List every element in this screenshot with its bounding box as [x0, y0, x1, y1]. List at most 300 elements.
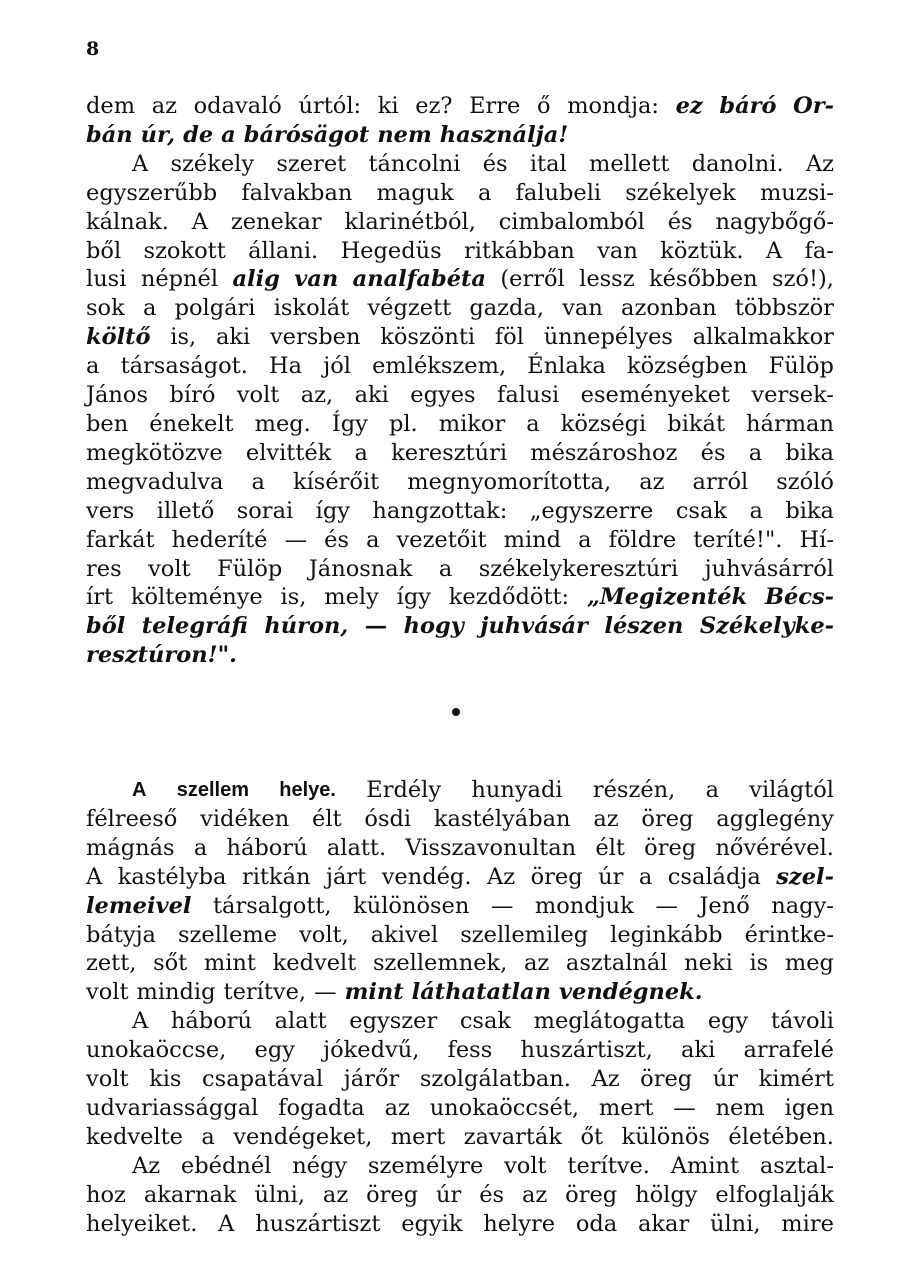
word: mint: [344, 979, 404, 1006]
word: volt: [148, 555, 191, 582]
word: hölgy: [635, 1181, 698, 1208]
word: személyre: [367, 1152, 484, 1179]
word: táncolni: [368, 150, 461, 177]
word: a: [251, 468, 265, 495]
word: Fülöp: [217, 555, 283, 582]
word: és: [667, 208, 693, 235]
text-line: [86, 352, 834, 381]
word: az: [322, 1181, 349, 1208]
word: alkalmakkor: [692, 324, 834, 351]
word: a: [142, 295, 157, 322]
word: hoz: [86, 1181, 126, 1208]
word: ő: [537, 93, 551, 119]
word: kastélyba: [117, 863, 227, 890]
word: falubeli: [515, 179, 602, 206]
word: a: [354, 439, 368, 466]
word: agglegény: [716, 805, 834, 832]
word: lessz: [579, 266, 635, 293]
word: Or-: [793, 93, 834, 119]
word: —: [655, 892, 678, 919]
word: egyik: [401, 1210, 463, 1237]
word: Visszavonultan: [405, 834, 577, 861]
word: a: [638, 863, 653, 890]
word: és: [324, 526, 349, 553]
word: használja!: [439, 121, 569, 148]
word: (erről: [500, 266, 565, 293]
word: Hí-: [799, 526, 834, 553]
word: A: [765, 237, 783, 264]
word: világtól: [749, 777, 834, 803]
word: úrtól:: [298, 93, 362, 119]
word: járőr: [343, 1066, 400, 1093]
word: mondja:: [567, 93, 659, 119]
word: szóló: [776, 468, 834, 495]
text-line: [86, 179, 834, 208]
word: szellemnek,: [372, 950, 508, 977]
text-line: [86, 1007, 834, 1036]
word: mágnás: [86, 834, 175, 861]
word: egyszer: [349, 1008, 438, 1035]
word: a: [749, 497, 763, 524]
word: falvakban: [241, 179, 353, 206]
word: Amint: [670, 1152, 740, 1179]
word: elfoglalják: [715, 1181, 834, 1208]
word: kimért: [758, 1066, 834, 1093]
word: háború: [226, 834, 308, 861]
word: úr,: [140, 121, 176, 148]
word: a: [578, 526, 592, 553]
word: egy: [254, 1037, 295, 1064]
word: és: [479, 1181, 505, 1208]
word: ebédnél: [180, 1152, 272, 1179]
word: illető: [156, 497, 215, 524]
word: mely: [324, 584, 379, 611]
text-line: [86, 265, 834, 294]
word: bíró: [169, 382, 216, 409]
text-line: [86, 641, 834, 670]
word: danolni.: [691, 150, 784, 177]
word: kezdődött:: [448, 584, 570, 611]
word: unokaöccse,: [86, 1037, 227, 1064]
word: akarnak: [143, 1181, 237, 1208]
word: teríté!".: [693, 526, 783, 553]
word: különösen: [353, 892, 470, 919]
word: igen: [784, 1094, 834, 1121]
word: telegráfi: [141, 613, 248, 640]
word: szeret: [276, 150, 347, 177]
word: fogadta: [278, 1094, 365, 1121]
word: részén,: [592, 777, 676, 803]
word: —: [314, 979, 337, 1006]
word: írt: [86, 584, 113, 611]
word: ülni,: [254, 1181, 306, 1208]
word: nagy-: [771, 892, 834, 919]
word: van: [294, 266, 339, 293]
word: félreeső: [86, 805, 178, 832]
word: jól: [323, 353, 351, 380]
word: kedvelte: [86, 1123, 183, 1150]
word: úr: [712, 1066, 739, 1093]
word: csak: [675, 497, 728, 524]
word: későbben: [648, 266, 758, 293]
text-line: [86, 208, 834, 237]
word: a: [193, 834, 208, 861]
word: meg: [784, 950, 834, 977]
word: mert: [390, 1123, 446, 1150]
word: alatt.: [326, 834, 387, 861]
text-line: [86, 1152, 834, 1181]
word: bátyja: [86, 921, 156, 948]
word: is,: [280, 584, 307, 611]
word: —: [364, 613, 388, 640]
word: fess: [447, 1037, 493, 1064]
word: „Megizenték: [586, 584, 748, 611]
word: akivel: [370, 921, 439, 948]
word: nem: [715, 1094, 765, 1121]
text-line: [86, 834, 834, 863]
word: járt: [325, 863, 367, 890]
word: úr: [436, 1181, 462, 1208]
word: társalgott,: [213, 892, 332, 919]
word: kísérőit: [292, 468, 380, 495]
word: ez: [675, 93, 703, 119]
word: hangzottak:: [372, 497, 508, 524]
word: húron,: [264, 613, 349, 640]
word: arról: [692, 468, 749, 495]
word: megkötözve: [86, 439, 223, 466]
word: így: [315, 497, 350, 524]
word: meg.: [254, 410, 311, 437]
word: versek-: [751, 382, 834, 409]
text-line: [86, 150, 834, 179]
word: A: [191, 208, 209, 235]
word: de: [183, 121, 214, 148]
text-line: [86, 439, 834, 468]
word: négy: [292, 1152, 348, 1179]
word: mikor: [438, 410, 506, 437]
word: őt: [580, 1123, 604, 1150]
text-line: [86, 526, 834, 555]
word: öreg: [366, 1181, 419, 1208]
text-line: [86, 497, 834, 526]
word: A: [132, 1008, 149, 1035]
word: asztal-: [759, 1152, 834, 1179]
word: élt: [312, 805, 342, 832]
text-line: [86, 468, 834, 497]
word: öreg: [641, 805, 694, 832]
word: az,: [300, 382, 334, 409]
word: Ha: [269, 353, 303, 380]
word: életében.: [728, 1123, 834, 1150]
word: keresztúri: [391, 439, 508, 466]
text-line: [86, 776, 834, 805]
word: Székelyke-: [699, 613, 834, 640]
word: farkát: [86, 526, 155, 553]
word: János: [86, 382, 149, 409]
word: az: [593, 805, 619, 832]
word: ez?: [415, 93, 453, 119]
word: res: [86, 555, 122, 582]
word: öreg: [565, 1181, 618, 1208]
text-line: [86, 583, 834, 612]
word: vidéken: [200, 805, 290, 832]
word: a: [526, 410, 540, 437]
word: mellett: [588, 150, 670, 177]
text-line: [86, 1123, 834, 1152]
word: egyszerűbb: [86, 179, 218, 206]
word: zett,: [86, 950, 137, 977]
word: érintke-: [744, 921, 834, 948]
word: mondjuk: [534, 892, 634, 919]
word: Fülöp: [768, 353, 834, 380]
word: az: [384, 1094, 410, 1121]
word: azonban: [621, 295, 717, 322]
paragraph-block-bottom: [86, 776, 834, 1239]
word: ből: [86, 613, 126, 640]
word: elvitték: [245, 439, 332, 466]
text-line: [86, 1181, 834, 1210]
word: Jenő: [699, 892, 750, 919]
word: szel-: [776, 863, 834, 890]
word: mint: [203, 950, 256, 977]
text-line: [86, 1065, 834, 1094]
word: asztalnál: [565, 950, 668, 977]
word: Erre: [469, 93, 521, 119]
word: öreg: [640, 1066, 693, 1093]
word: huszártiszt,: [520, 1037, 653, 1064]
word: versben: [269, 324, 361, 351]
word: községi: [560, 410, 647, 437]
word: csapatával: [202, 1066, 324, 1093]
word: volt: [86, 979, 129, 1006]
word: bán: [86, 121, 133, 148]
word: báró: [719, 93, 777, 119]
word: háború: [170, 1008, 252, 1035]
word: maguk: [376, 179, 454, 206]
word: az: [523, 950, 550, 977]
word: költeménye: [130, 584, 263, 611]
text-line: [86, 381, 834, 410]
word: ki: [377, 93, 399, 119]
word: csak: [459, 1008, 512, 1035]
text-line: [86, 978, 834, 1007]
word: ülni,: [709, 1210, 761, 1237]
word: ósdi: [364, 805, 412, 832]
word: van: [597, 237, 638, 264]
text-line: [86, 410, 834, 439]
word: bikát: [667, 410, 725, 437]
text-line: [86, 892, 834, 921]
word: és: [482, 150, 508, 177]
word: állani.: [248, 237, 319, 264]
text-line: [86, 921, 834, 950]
word: a: [366, 526, 380, 553]
word: udvariassággal: [86, 1094, 259, 1121]
word: leginkább: [610, 921, 723, 948]
word: zavarták: [463, 1123, 562, 1150]
text-line: [86, 805, 834, 834]
word: arrafelé: [743, 1037, 834, 1064]
word: mert: [598, 1094, 654, 1121]
word: vezetőit: [396, 526, 487, 553]
word: ritkábban: [464, 237, 575, 264]
word: —: [284, 526, 308, 553]
word: távoli: [770, 1008, 834, 1035]
word: A: [86, 863, 103, 890]
word: hogy: [403, 613, 464, 640]
word: úr: [598, 863, 624, 890]
word: jókedvű,: [323, 1037, 420, 1064]
word: bika: [785, 439, 834, 466]
word: is: [749, 950, 769, 977]
word: polgári: [174, 295, 256, 322]
word: kastélyában: [433, 805, 571, 832]
word: mészároshoz: [530, 439, 678, 466]
word: analfabéta: [352, 266, 486, 293]
word: földre: [608, 526, 677, 553]
word: szokott: [143, 237, 226, 264]
word: az: [521, 1181, 548, 1208]
word: kis: [149, 1066, 182, 1093]
word: iskolát: [273, 295, 350, 322]
word: székelykeresztúri: [478, 555, 679, 582]
word: Az: [591, 1066, 620, 1093]
word: szellemileg: [460, 921, 589, 948]
word: az: [639, 468, 665, 495]
word: aki: [215, 324, 251, 351]
word: a: [201, 1123, 215, 1150]
word: klarinétból,: [344, 208, 476, 235]
word: aki: [681, 1037, 716, 1064]
word: vendég.: [381, 863, 472, 890]
text-line: [86, 294, 834, 323]
text-line: [86, 121, 834, 150]
word: „egyszerre: [529, 497, 654, 524]
word: Az: [132, 1152, 161, 1179]
word: neki: [684, 950, 733, 977]
word: is,: [170, 324, 197, 351]
word: mind: [503, 526, 562, 553]
word: székely: [170, 150, 255, 177]
word: öreg: [644, 834, 697, 861]
text-line: [86, 1210, 834, 1239]
word: és: [700, 439, 726, 466]
word: a: [438, 555, 453, 582]
text-line: [86, 949, 834, 978]
word: énekelt: [149, 410, 234, 437]
word: —: [490, 892, 514, 919]
text-line: [86, 1036, 834, 1065]
word: megnyomorította,: [407, 468, 612, 495]
word: aki: [354, 382, 389, 409]
word: így: [396, 584, 431, 611]
paragraph-block-top: [86, 92, 834, 670]
text-line: [86, 612, 834, 641]
word: emlékszem,: [372, 353, 507, 380]
word: többször: [734, 295, 834, 322]
word: hederíté: [171, 526, 268, 553]
word: eseményeket: [580, 382, 730, 409]
word: juhvásár: [480, 613, 588, 640]
word: Énlaka: [527, 353, 606, 380]
word: Így: [331, 410, 368, 437]
word: nővérével.: [715, 834, 834, 861]
word: bárósägot: [243, 121, 370, 148]
word: szelleme: [177, 921, 278, 948]
word: mire: [781, 1210, 834, 1237]
word: családja: [667, 863, 761, 890]
word: kedvelt: [272, 950, 357, 977]
word: ünnepélyes: [543, 324, 673, 351]
word: öreg: [530, 863, 583, 890]
word: sorai: [236, 497, 294, 524]
word: sok: [86, 295, 125, 322]
word: megvadulva: [86, 468, 224, 495]
word: huszártiszt: [255, 1210, 381, 1237]
word: a: [221, 121, 236, 148]
word: pl.: [388, 410, 418, 437]
word: ritkán: [241, 863, 311, 890]
word: alatt: [274, 1008, 327, 1035]
word: Erdély: [366, 777, 442, 803]
word: terítve,: [223, 979, 307, 1006]
word: vers: [86, 497, 135, 524]
word: volt: [504, 1152, 547, 1179]
word: nem: [377, 121, 432, 148]
word: ből: [86, 237, 122, 264]
word: akar: [637, 1210, 690, 1237]
word: sőt: [153, 950, 188, 977]
word: láthatatlan: [411, 979, 551, 1006]
text-line: [86, 1094, 834, 1123]
word: élt: [595, 834, 625, 861]
word: ben: [86, 410, 129, 437]
word: egy: [707, 1008, 749, 1035]
word: lészen: [604, 613, 684, 640]
word: végzett: [367, 295, 452, 322]
word: Az: [486, 863, 516, 890]
word: meglátogatta: [533, 1008, 686, 1035]
text-line: [86, 237, 834, 266]
word: költő: [86, 324, 151, 351]
word: odavaló: [193, 93, 282, 119]
word: fa-: [804, 237, 834, 264]
word: köszönti: [380, 324, 476, 351]
word: cimbalomból: [498, 208, 645, 235]
word: a: [86, 353, 100, 380]
word: A: [132, 779, 147, 801]
word: székelyek: [625, 179, 736, 206]
word: társaságot.: [120, 353, 248, 380]
text-line: [86, 555, 834, 584]
word: szolgálatban.: [419, 1066, 571, 1093]
word: dem: [86, 93, 136, 119]
word: mindig: [136, 979, 216, 1006]
word: föl: [494, 324, 524, 351]
word: vendégeket,: [233, 1123, 373, 1150]
word: muzsi-: [759, 179, 834, 206]
word: van: [562, 295, 603, 322]
word: népnél: [140, 266, 219, 293]
word: a: [705, 777, 719, 803]
section-separator-dot: [452, 708, 460, 716]
word: helyeiket.: [86, 1210, 198, 1237]
word: Jánosnak: [308, 555, 413, 582]
word: a: [477, 179, 492, 206]
word: volt: [236, 382, 280, 409]
word: volt: [86, 1066, 129, 1093]
word: különös: [621, 1123, 710, 1150]
